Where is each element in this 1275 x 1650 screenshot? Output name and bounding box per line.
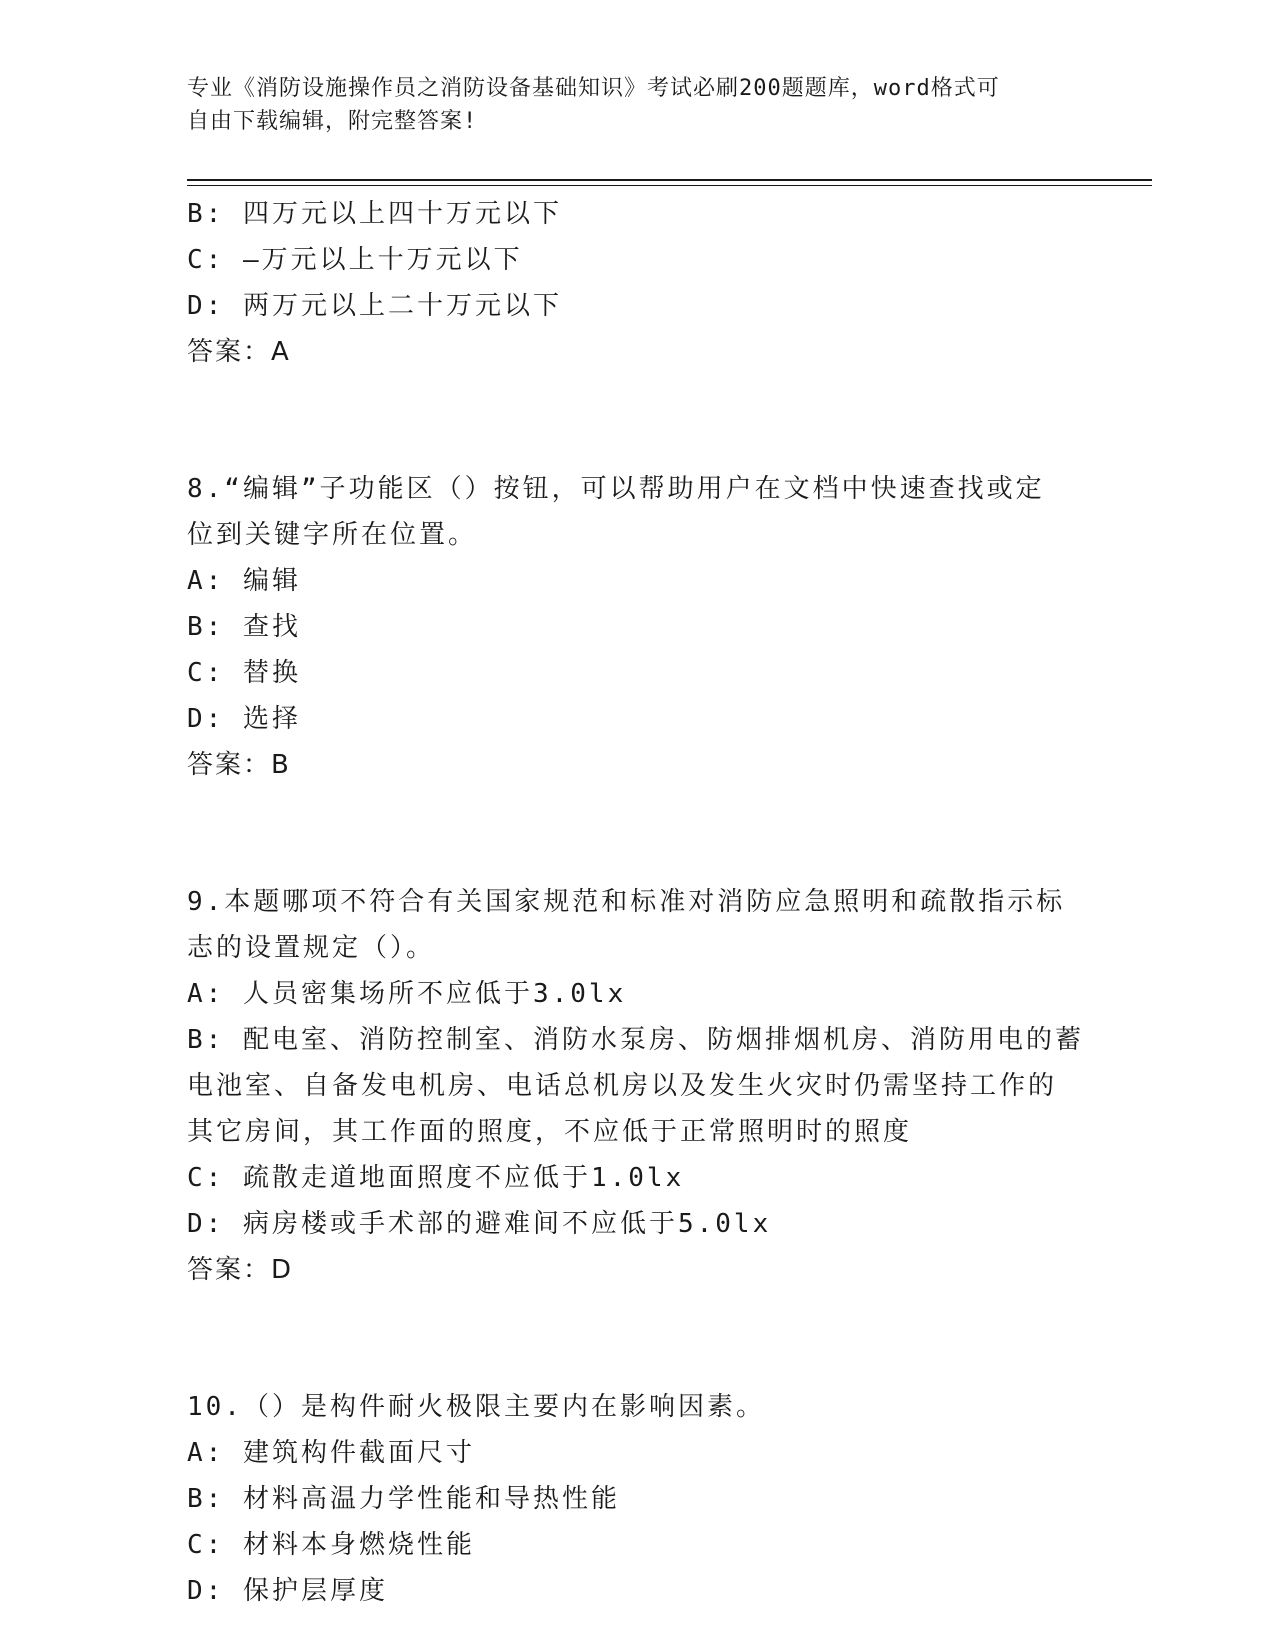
question-7-tail	[187, 191, 1087, 375]
option-b-line-1: B: 配电室、消防控制室、消防水泵房、防烟排烟机房、消防用电的蓄	[187, 1025, 1084, 1055]
question-content	[187, 191, 1087, 1614]
answer-line: 答案：D	[187, 1255, 294, 1285]
option-b-line-2: 电池室、自备发电机房、电话总机房以及发生火灾时仍需坚持工作的	[187, 1071, 1058, 1101]
option-a: A: 编辑	[187, 566, 301, 596]
option-d: D: 保护层厚度	[187, 1576, 388, 1606]
document-header	[187, 72, 1077, 138]
option-b: B: 查找	[187, 612, 301, 642]
answer-line: 答案：B	[187, 750, 291, 780]
header-line-1: 专业《消防设施操作员之消防设备基础知识》考试必刷200题题库，word格式可	[187, 76, 1000, 101]
option-d: D: 两万元以上二十万元以下	[187, 291, 562, 321]
header-line-2: 自由下载编辑，附完整答案!	[187, 109, 478, 134]
option-c: C: 材料本身燃烧性能	[187, 1530, 475, 1560]
option-d: D: 选择	[187, 704, 301, 734]
answer-line: 答案：A	[187, 337, 291, 367]
question-8	[187, 466, 1087, 788]
spacer	[187, 788, 1087, 879]
question-9	[187, 879, 1087, 1293]
spacer	[187, 1293, 1087, 1384]
option-c: C: 疏散走道地面照度不应低于1.0lx	[187, 1163, 685, 1193]
option-d: D: 病房楼或手术部的避难间不应低于5.0lx	[187, 1209, 772, 1239]
question-stem-line-1: 10.（）是构件耐火极限主要内在影响因素。	[187, 1392, 765, 1422]
option-a: A: 建筑构件截面尺寸	[187, 1438, 475, 1468]
question-stem-line-1: 8.“编辑”子功能区（）按钮，可以帮助用户在文档中快速查找或定	[187, 474, 1045, 504]
question-stem-line-2: 志的设置规定（）。	[187, 933, 436, 963]
option-b: B: 四万元以上四十万元以下	[187, 199, 562, 229]
option-b: B: 材料高温力学性能和导热性能	[187, 1484, 620, 1514]
option-c: C: —万元以上十万元以下	[187, 245, 523, 275]
spacer	[187, 375, 1087, 466]
header-rule-thick	[187, 179, 1152, 181]
header-rule-thin	[187, 185, 1152, 186]
option-b-line-3: 其它房间，其工作面的照度，不应低于正常照明时的照度	[187, 1117, 913, 1147]
question-stem-line-1: 9.本题哪项不符合有关国家规范和标准对消防应急照明和疏散指示标	[187, 887, 1066, 917]
option-c: C: 替换	[187, 658, 301, 688]
option-a: A: 人员密集场所不应低于3.0lx	[187, 979, 627, 1009]
question-10	[187, 1384, 1087, 1614]
question-stem-line-2: 位到关键字所在位置。	[187, 520, 478, 550]
